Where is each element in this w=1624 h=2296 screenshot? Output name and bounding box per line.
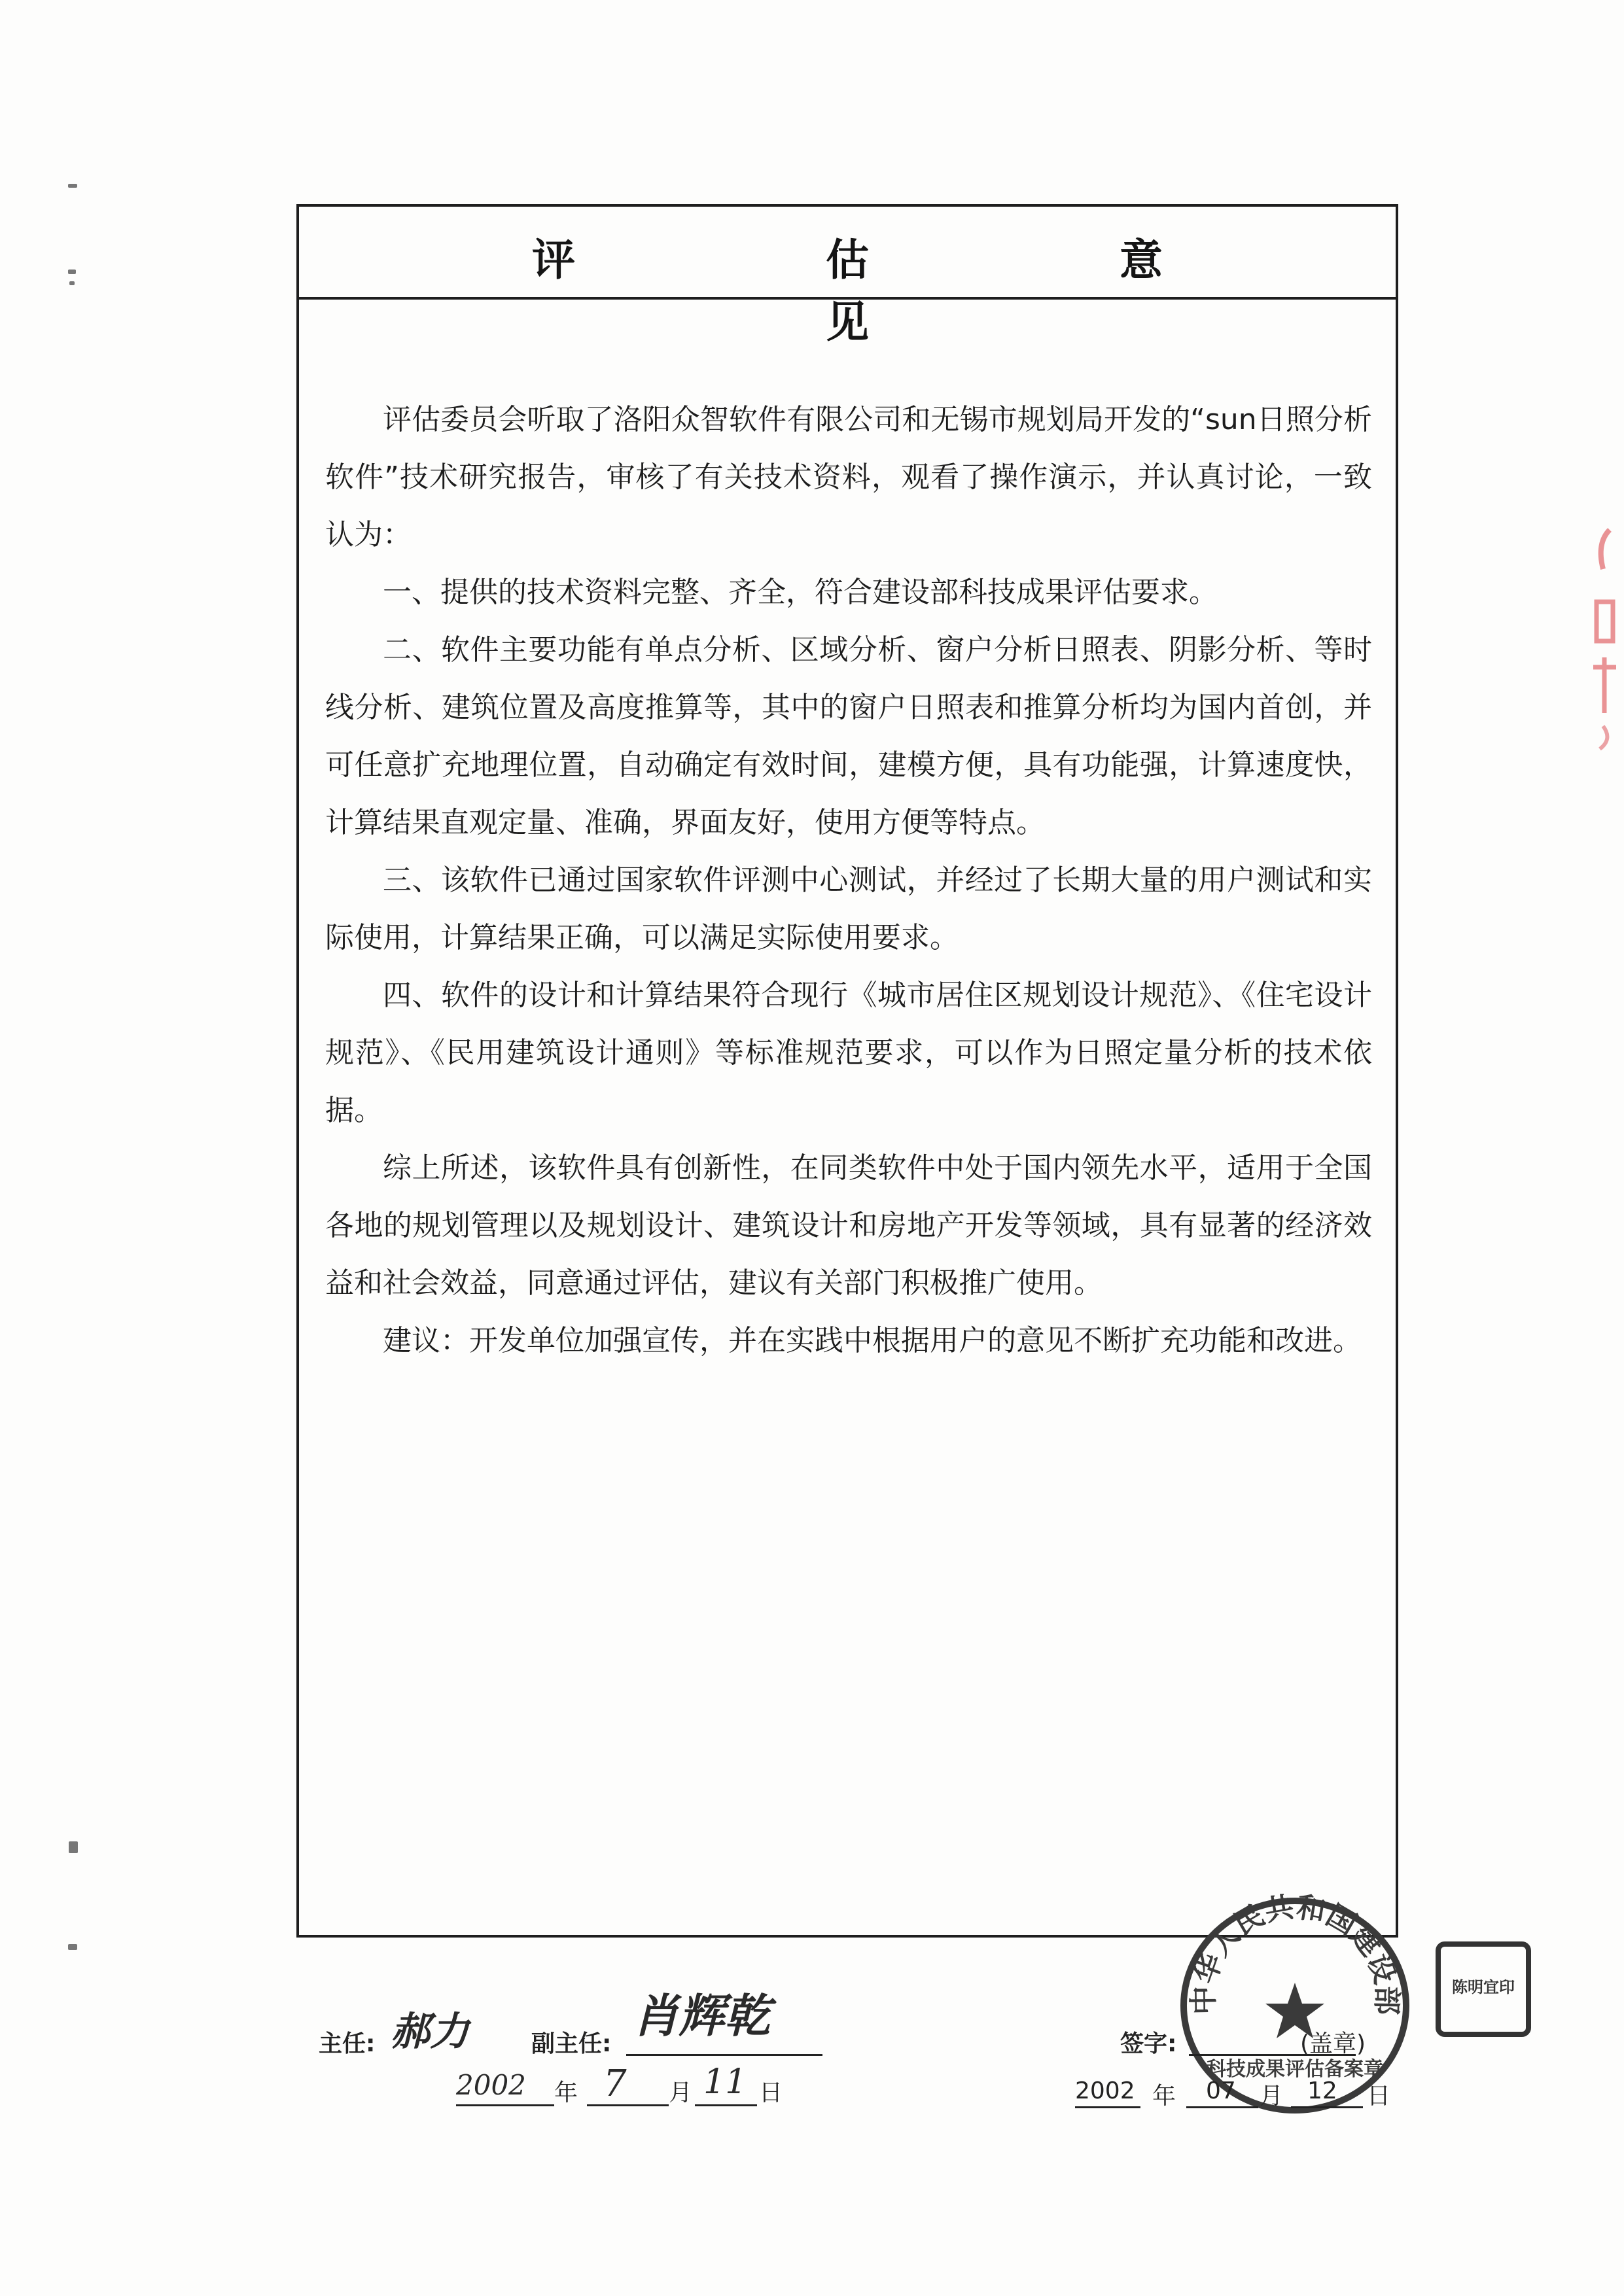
scan-speck — [69, 281, 75, 285]
date-left-month-suffix: 月 — [669, 2079, 693, 2106]
scan-speck — [68, 184, 77, 188]
paragraph-point-2: 二、软件主要功能有单点分析、区域分析、窗户分析日照表、阴影分析、等时线分析、建筑位置及高度推算等，其中的窗户日照表和推算分析均为国内首创，并可任意扩充地理位置，自动确定有效时间，建模方便，具有功能强，计算速度快，计算结果直观定量、准确，界面友好，使用方便等特点。 — [325, 633, 1372, 839]
page-title: 评 估 意 见 — [532, 234, 1280, 347]
date-left-year: 2002 — [456, 2069, 526, 2101]
paragraph-point-3: 三、该软件已通过国家软件评测中心测试，并经过了长期大量的用户测试和实际使用，计算结果正确，可以满足实际使用要求。 — [325, 863, 1372, 954]
date-left — [456, 2062, 783, 2113]
date-left-day: 11 — [703, 2062, 747, 2102]
date-right-day-line — [1291, 2106, 1363, 2108]
vice-chair-label: 副主任: — [531, 2030, 612, 2057]
date-right-year-line — [1075, 2106, 1140, 2108]
date-left-month: 7 — [603, 2062, 627, 2105]
date-left-day-line — [695, 2104, 757, 2106]
opinion-form-frame — [296, 204, 1515, 2110]
date-right-day: 12 — [1307, 2078, 1337, 2104]
paragraph-intro: 评估委员会听取了洛阳众智软件有限公司和无锡市规划局开发的“sun日照分析软件”技术研究报告，审核了有关技术资料，观看了操作演示，并认真讨论，一致认为： — [325, 403, 1372, 551]
seal-text: 陈明宜印 — [1452, 1978, 1515, 1996]
paragraph-summary: 综上所述，该软件具有创新性，在同类软件中处于国内领先水平，适用于全国各地的规划管理以及规划设计、建筑设计和房地产开发等领域，具有显著的经济效益和社会效益，同意通过评估，建议有关部门积极推广使用。 — [325, 1151, 1372, 1300]
sign-label: 签字: — [1120, 2030, 1177, 2057]
chair-label: 主任: — [319, 2030, 376, 2057]
scan-speck — [69, 1841, 78, 1853]
personal-square-seal — [1434, 1940, 1532, 2038]
paragraph-suggestion: 建议：开发单位加强宣传，并在实践中根据用户的意见不断扩充功能和改进。 — [383, 1324, 1362, 1357]
vice-chair-sign-line — [626, 2054, 822, 2056]
stamp-inner-text: 科技成果评估备案章 — [1207, 2058, 1383, 2081]
vice-chair-signature: 肖辉乾 — [633, 1989, 770, 2043]
date-right-day-suffix: 日 — [1367, 2083, 1391, 2110]
opinion-body — [325, 391, 1372, 1370]
paragraph-point-4: 四、软件的设计和计算结果符合现行《城市居住区规划设计规范》、《住宅设计规范》、《民用建筑设计通则》等标准规范要求，可以作为日照定量分析的技术依据。 — [325, 979, 1372, 1127]
date-left-year-suffix: 年 — [554, 2079, 578, 2106]
date-right-month-line — [1186, 2106, 1258, 2108]
date-left-day-suffix: 日 — [759, 2079, 783, 2106]
paragraph-point-1: 一、提供的技术资料完整、齐全，符合建设部科技成果评估要求。 — [383, 576, 1218, 609]
chair-signature: 郝力 — [391, 2009, 469, 2055]
stamp-outer-text: 中华人民共和国建设部 — [1187, 1890, 1403, 2015]
date-right-year: 2002 — [1075, 2078, 1135, 2104]
date-right — [1075, 2078, 1391, 2117]
date-right-month-suffix: 月 — [1260, 2083, 1284, 2110]
date-left-month-line — [587, 2104, 669, 2106]
scan-speck — [68, 270, 76, 274]
date-left-year-line — [456, 2104, 554, 2106]
date-right-year-suffix: 年 — [1152, 2083, 1176, 2110]
red-edge-mark — [1583, 517, 1624, 752]
title-row — [299, 207, 1396, 347]
scan-speck — [68, 1944, 77, 1950]
date-right-month: 07 — [1206, 2078, 1236, 2104]
signature-row — [319, 1989, 1379, 2064]
seal-note: (盖章) — [1300, 2030, 1366, 2057]
